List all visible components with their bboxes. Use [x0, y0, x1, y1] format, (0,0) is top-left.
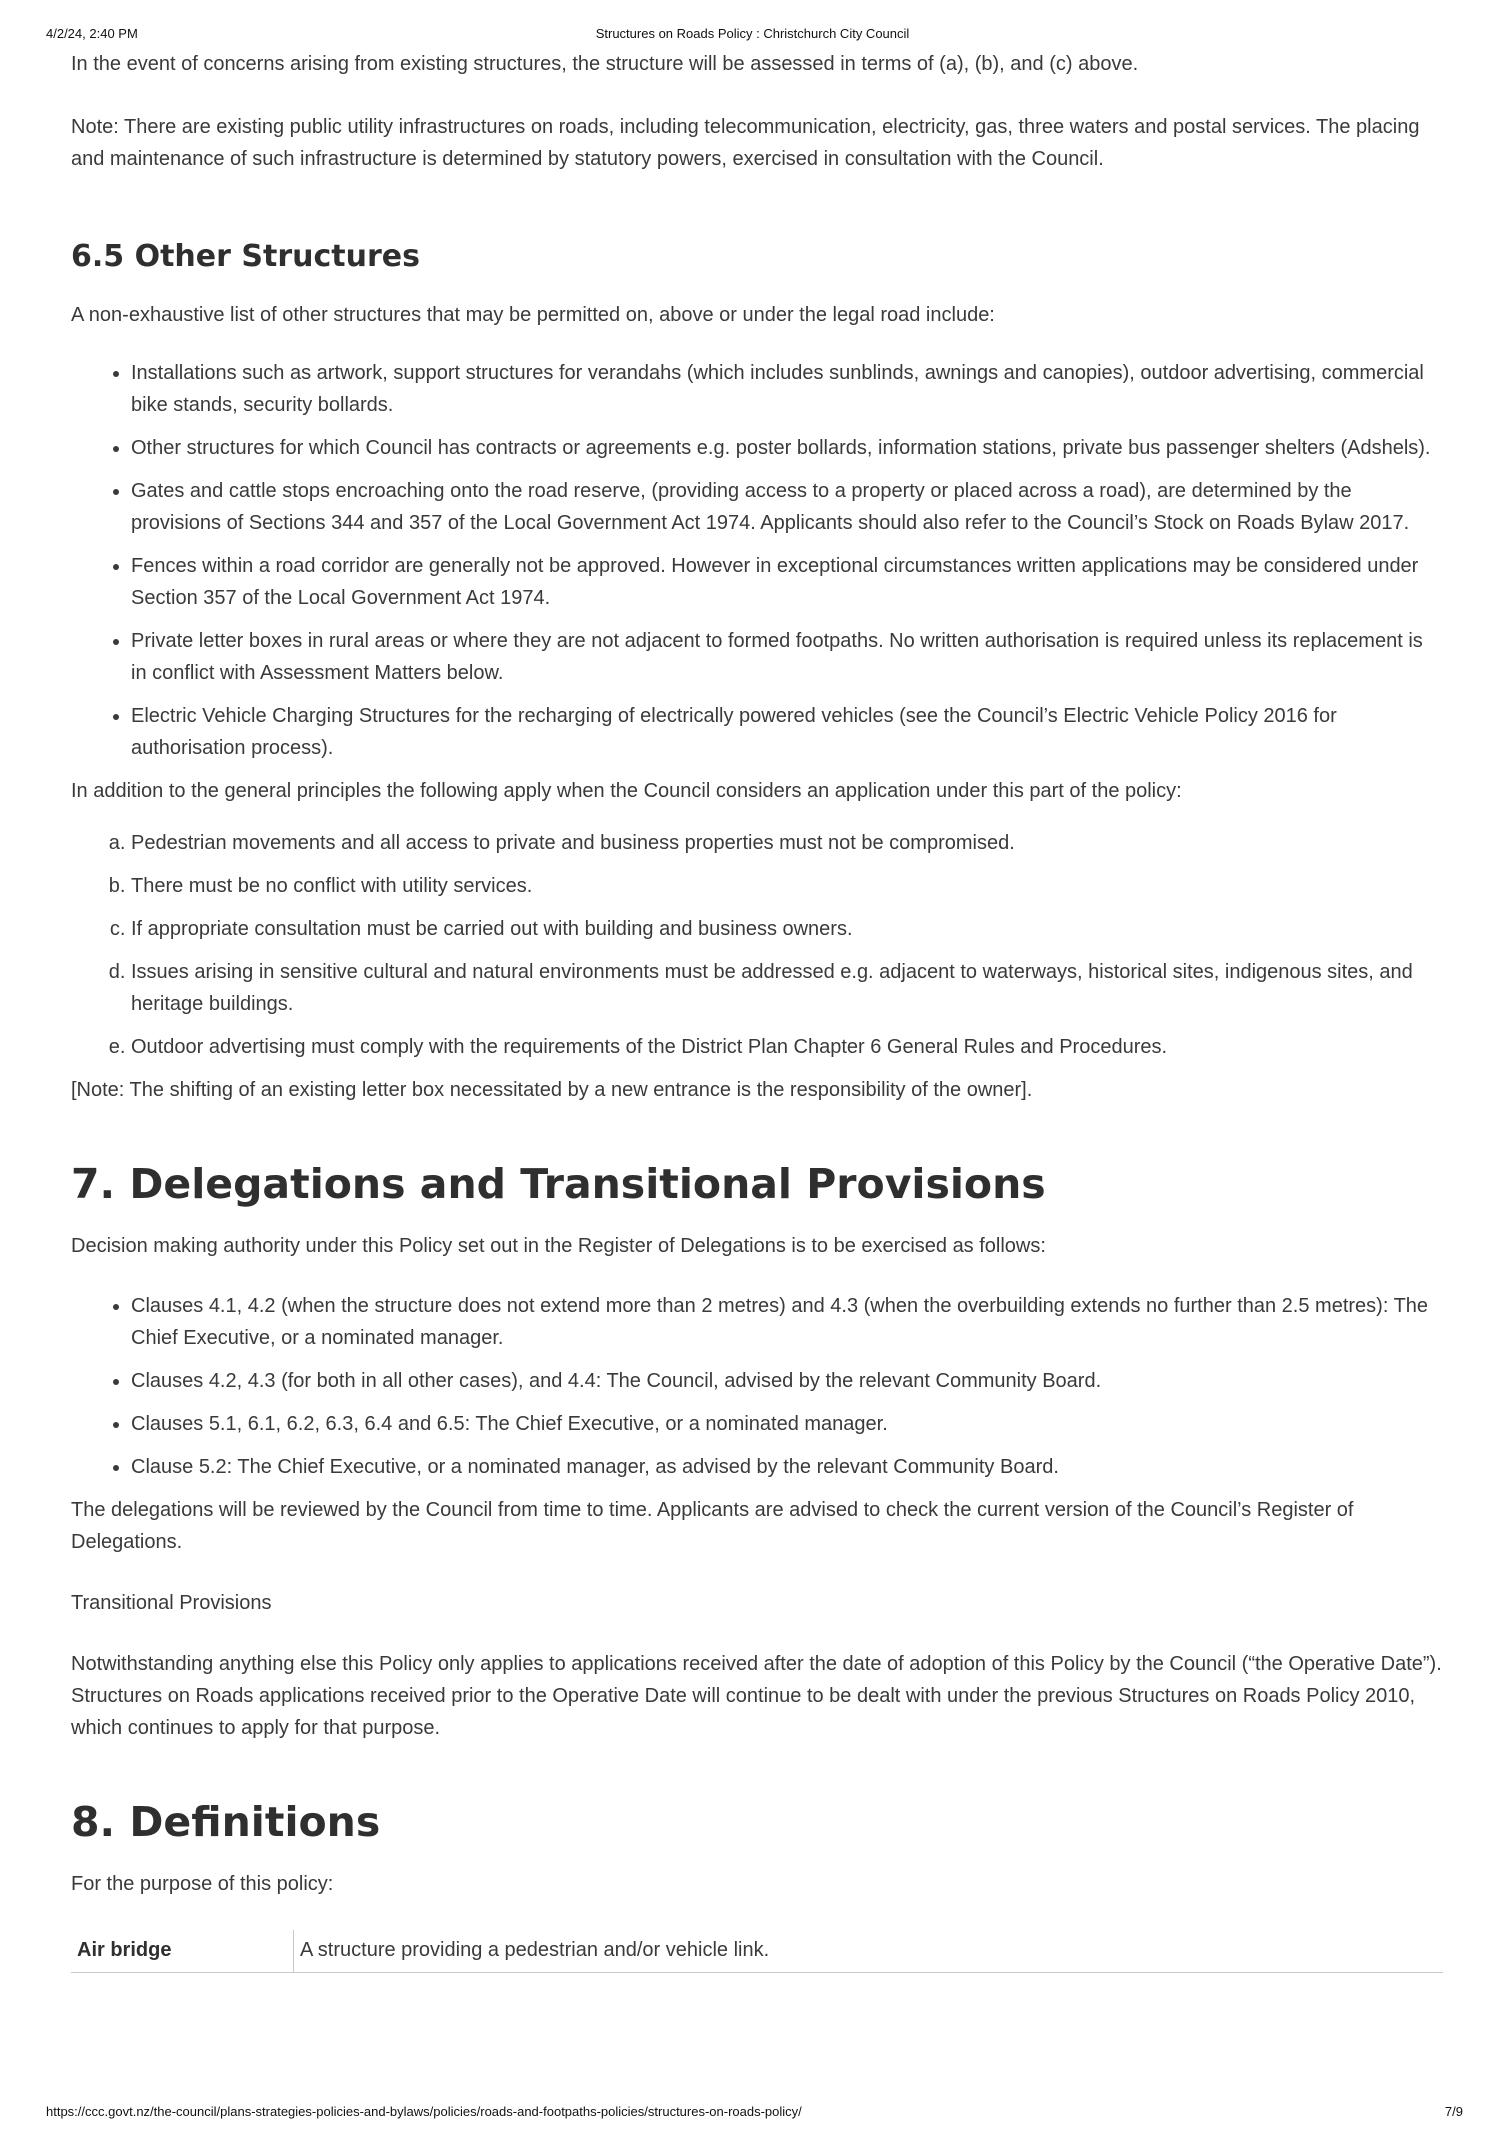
list-item: c. If appropriate consultation must be carried out with building and business owners.: [131, 913, 1443, 945]
list-item: b. There must be no conflict with utility services.: [131, 870, 1443, 902]
list-item: • Fences within a road corridor are generally not be approved. However in exceptional circumstances written applications may be considered under Section 357 of the Local Government Act 1974.: [131, 550, 1443, 614]
list-item: • Electric Vehicle Charging Structures for the recharging of electrically powered vehicles (see the Council’s Electric Vehicle Policy 2016 for authorisation process).: [131, 700, 1443, 764]
page-number: 7/9: [1444, 2104, 1463, 2119]
list-item: d. Issues arising in sensitive cultural and natural environments must be addressed e.g. adjacent to waterways, historical sites, indigenous sites, and heritage buildings.: [131, 956, 1443, 1020]
print-header: [0, 26, 1505, 44]
utility-note: Note: There are existing public utility infrastructures on roads, including telecommunication, electricity, gas, three waters and postal services. The placing and maintenance of such infrastructure is determined by statutory powers, exercised in consultation with the Council.: [71, 116, 1420, 170]
list-item: • Clauses 5.1, 6.1, 6.2, 6.3, 6.4 and 6.5: The Chief Executive, or a nominated manager.: [131, 1408, 1443, 1440]
definitions-table: [71, 1930, 1443, 1973]
list-item: • Private letter boxes in rural areas or where they are not adjacent to formed footpaths. No written authorisation is required unless its replacement is in conflict with Assessment Matters below.: [131, 625, 1443, 689]
definition-term: Air bridge: [71, 1930, 294, 1973]
intro-paragraph: In the event of concerns arising from existing structures, the structure will be assessed in terms of (a), (b), and (c) above.: [71, 53, 1139, 75]
section-6-5-heading: 6.5 Other Structures: [71, 239, 420, 274]
list-item: e. Outdoor advertising must comply with the requirements of the District Plan Chapter 6 General Rules and Procedures.: [131, 1031, 1443, 1063]
delegations-review: The delegations will be reviewed by the Council from time to time. Applicants are advised to check the current version of the Council’s Register of Delegations.: [71, 1499, 1354, 1553]
list-item: • Clauses 4.2, 4.3 (for both in all other cases), and 4.4: The Council, advised by the relevant Community Board.: [131, 1365, 1443, 1397]
print-footer: [0, 2104, 1505, 2122]
section-7-lead: Decision making authority under this Policy set out in the Register of Delegations is to be exercised as follows:: [71, 1235, 1046, 1257]
section-7-heading: 7. Delegations and Transitional Provisions: [71, 1160, 1046, 1208]
list-item: a. Pedestrian movements and all access to private and business properties must not be compromised.: [131, 827, 1443, 859]
list-item: • Gates and cattle stops encroaching onto the road reserve, (providing access to a property or placed across a road), are determined by the provisions of Sections 344 and 357 of the Local Government Act 1974. Applicants should also refer to the Council’s Stock on Roads Bylaw 2017.: [131, 475, 1443, 539]
transitional-text: Notwithstanding anything else this Policy only applies to applications received after the date of adoption of this Policy by the Council (“the Operative Date”). Structures on Roads applications received prior to the Operative Date will continue to be dealt with under the previous Structures on Roads Policy 2010, which continues to apply for that purpose.: [71, 1653, 1442, 1739]
print-page-title: Structures on Roads Policy : Christchurch City Council: [595, 26, 910, 41]
principles-lead: In addition to the general principles the following apply when the Council considers an application under this part of the policy:: [71, 780, 1182, 802]
delegations-list: [71, 1290, 1443, 1483]
definition-text: A structure providing a pedestrian and/or vehicle link.: [294, 1930, 1444, 1973]
section-8-heading: 8. Definitions: [71, 1798, 381, 1846]
other-structures-list: [71, 357, 1443, 764]
print-datetime: 4/2/24, 2:40 PM: [46, 26, 138, 41]
list-item: • Installations such as artwork, support structures for verandahs (which includes sunblinds, awnings and canopies), outdoor advertising, commercial bike stands, security bollards.: [131, 357, 1443, 421]
principles-list: [71, 827, 1443, 1063]
section-6-5-lead: A non-exhaustive list of other structures that may be permitted on, above or under the legal road include:: [71, 304, 995, 326]
document-content: [71, 48, 1443, 1973]
list-item: • Clauses 4.1, 4.2 (when the structure does not extend more than 2 metres) and 4.3 (when the overbuilding extends no further than 2.5 metres): The Chief Executive, or a nominated manager.: [131, 1290, 1443, 1354]
table-row: [71, 1930, 1443, 1973]
list-item: • Other structures for which Council has contracts or agreements e.g. poster bollards, information stations, private bus passenger shelters (Adshels).: [131, 432, 1443, 464]
transitional-heading: Transitional Provisions: [71, 1592, 272, 1614]
page-url: https://ccc.govt.nz/the-council/plans-strategies-policies-and-bylaws/policies/roads-and-footpaths-policies/structures-on-roads-policy/: [46, 2104, 802, 2119]
list-item: • Clause 5.2: The Chief Executive, or a nominated manager, as advised by the relevant Community Board.: [131, 1451, 1443, 1483]
section-8-lead: For the purpose of this policy:: [71, 1873, 334, 1895]
letterbox-note: [Note: The shifting of an existing letter box necessitated by a new entrance is the responsibility of the owner].: [71, 1079, 1033, 1101]
